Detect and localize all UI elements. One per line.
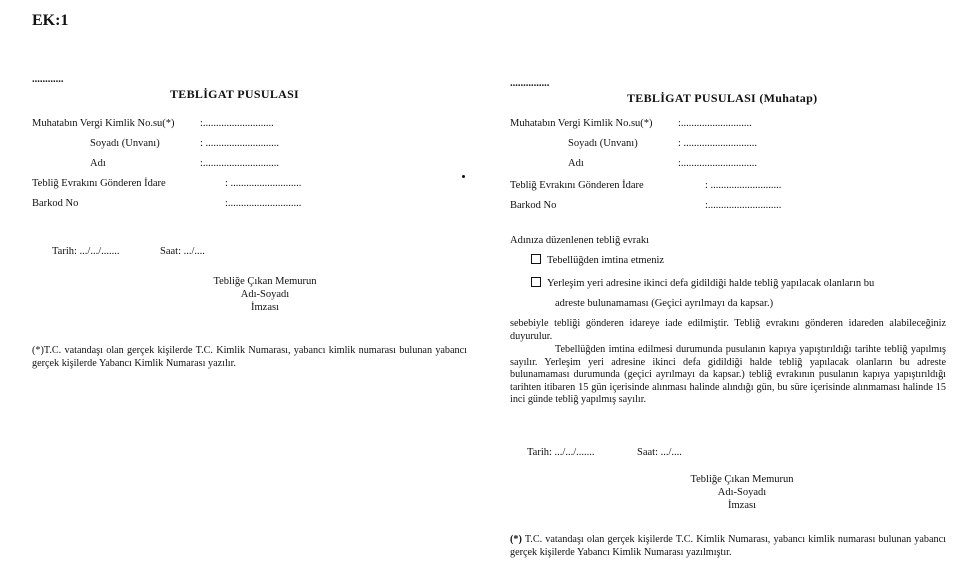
left-value-barkod: :............................ [225,198,302,209]
left-value-soyadi: : ............................ [200,138,280,149]
right-saat: Saat: .../.... [637,447,682,458]
right-option2 [531,277,874,290]
right-value-soyadi: : ............................ [678,138,758,149]
right-paragraph2: Tebellüğden imtina edilmesi durumunda pusulanın kapıya yapıştırıldığı tarihte tebliğ yapılmış sayılır. Yerleşim yeri adresine ikinci defa gidildiği halde tebliğ yapılacak olanların bu adreste bulunamaması durumunda (geçici ayrılmayı da kapsar.) tebliğ evrakının pusulanın kapıya yapıştırıldığı tarihten itibaren 15 gün içerisinde alınması halinde alındığı gün, bu süre içerisinde alınmaması halinde 15 inci günde tebliğ yapılmış sayılır. [510,344,946,406]
left-tarih: Tarih: .../.../....... [52,246,120,257]
left-label-adi: Adı [90,158,106,169]
right-label-idare: Tebliğ Evrakını Gönderen İdare [510,180,644,191]
right-label-vkn: Muhatabın Vergi Kimlik No.su(*) [510,118,653,129]
right-officer-block [662,473,822,512]
right-title: TEBLİGAT PUSULASI (Muhatap) [627,91,818,105]
right-tarih: Tarih: .../.../....... [527,447,595,458]
right-dots: ............... [510,78,550,89]
left-dots: ............ [32,74,64,85]
right-officer-line1: Tebliğe Çıkan Memurun [690,474,794,485]
right-footnote [510,534,946,559]
left-label-vkn: Muhatabın Vergi Kimlik No.su(*) [32,118,175,129]
checkbox-icon [531,254,541,264]
right-option1-label: Tebellüğden imtina etmeniz [547,255,665,266]
left-title: TEBLİGAT PUSULASI [170,87,300,101]
right-officer-line2: Adı-Soyadı [717,487,767,498]
left-label-soyadi: Soyadı (Unvanı) [90,138,160,149]
left-officer-line1: Tebliğe Çıkan Memurun [213,276,317,287]
stray-mark [462,175,465,178]
checkbox-icon [531,277,541,287]
left-value-vkn: :........................... [200,118,274,129]
right-option2-label: Yerleşim yeri adresine ikinci defa gidildiği halde tebliğ yapılacak olanların bu [547,278,875,289]
right-intro: Adınıza düzenlenen tebliğ evrakı [510,235,650,246]
left-label-barkod: Barkod No [32,198,79,209]
left-value-idare: : ........................... [225,178,302,189]
right-value-vkn: :........................... [678,118,752,129]
right-footnote-mark: (*) [510,534,522,545]
right-officer-line3: İmzası [728,500,756,511]
left-value-adi: :............................. [200,158,280,169]
left-saat: Saat: .../.... [160,246,205,257]
right-value-barkod: :............................ [705,200,782,211]
right-paragraph1: sebebiyle tebliği gönderen idareye iade edilmiştir. Tebliğ evrakını gönderen idareden alabileceğiniz duyurulur. [510,318,946,342]
right-footnote-text: T.C. vatandaşı olan gerçek kişilerde T.C. Kimlik Numarası, yabancı kimlik numarası bulunan yabancı gerçek kişilerde Yabancı Kimlik Numarası yazılmıştır. [510,534,946,558]
right-option2-line2: adreste bulunamaması (Geçici ayrılmayı da kapsar.) [555,298,774,309]
right-option1 [531,254,664,267]
annex-label: EK:1 [32,12,69,29]
right-label-soyadi: Soyadı (Unvanı) [568,138,638,149]
left-officer-block [185,275,345,314]
right-value-adi: :............................. [678,158,758,169]
right-label-barkod: Barkod No [510,200,557,211]
left-officer-line2: Adı-Soyadı [240,289,290,300]
right-label-adi: Adı [568,158,584,169]
left-label-idare: Tebliğ Evrakını Gönderen İdare [32,178,166,189]
right-value-idare: : ........................... [705,180,782,191]
left-footnote: (*)T.C. vatandaşı olan gerçek kişilerde T.C. Kimlik Numarası, yabancı kimlik numarası bulunan yabancı gerçek kişilerde Yabancı Kimlik Numarası yazılır. [32,345,467,369]
left-officer-line3: İmzası [251,302,279,313]
